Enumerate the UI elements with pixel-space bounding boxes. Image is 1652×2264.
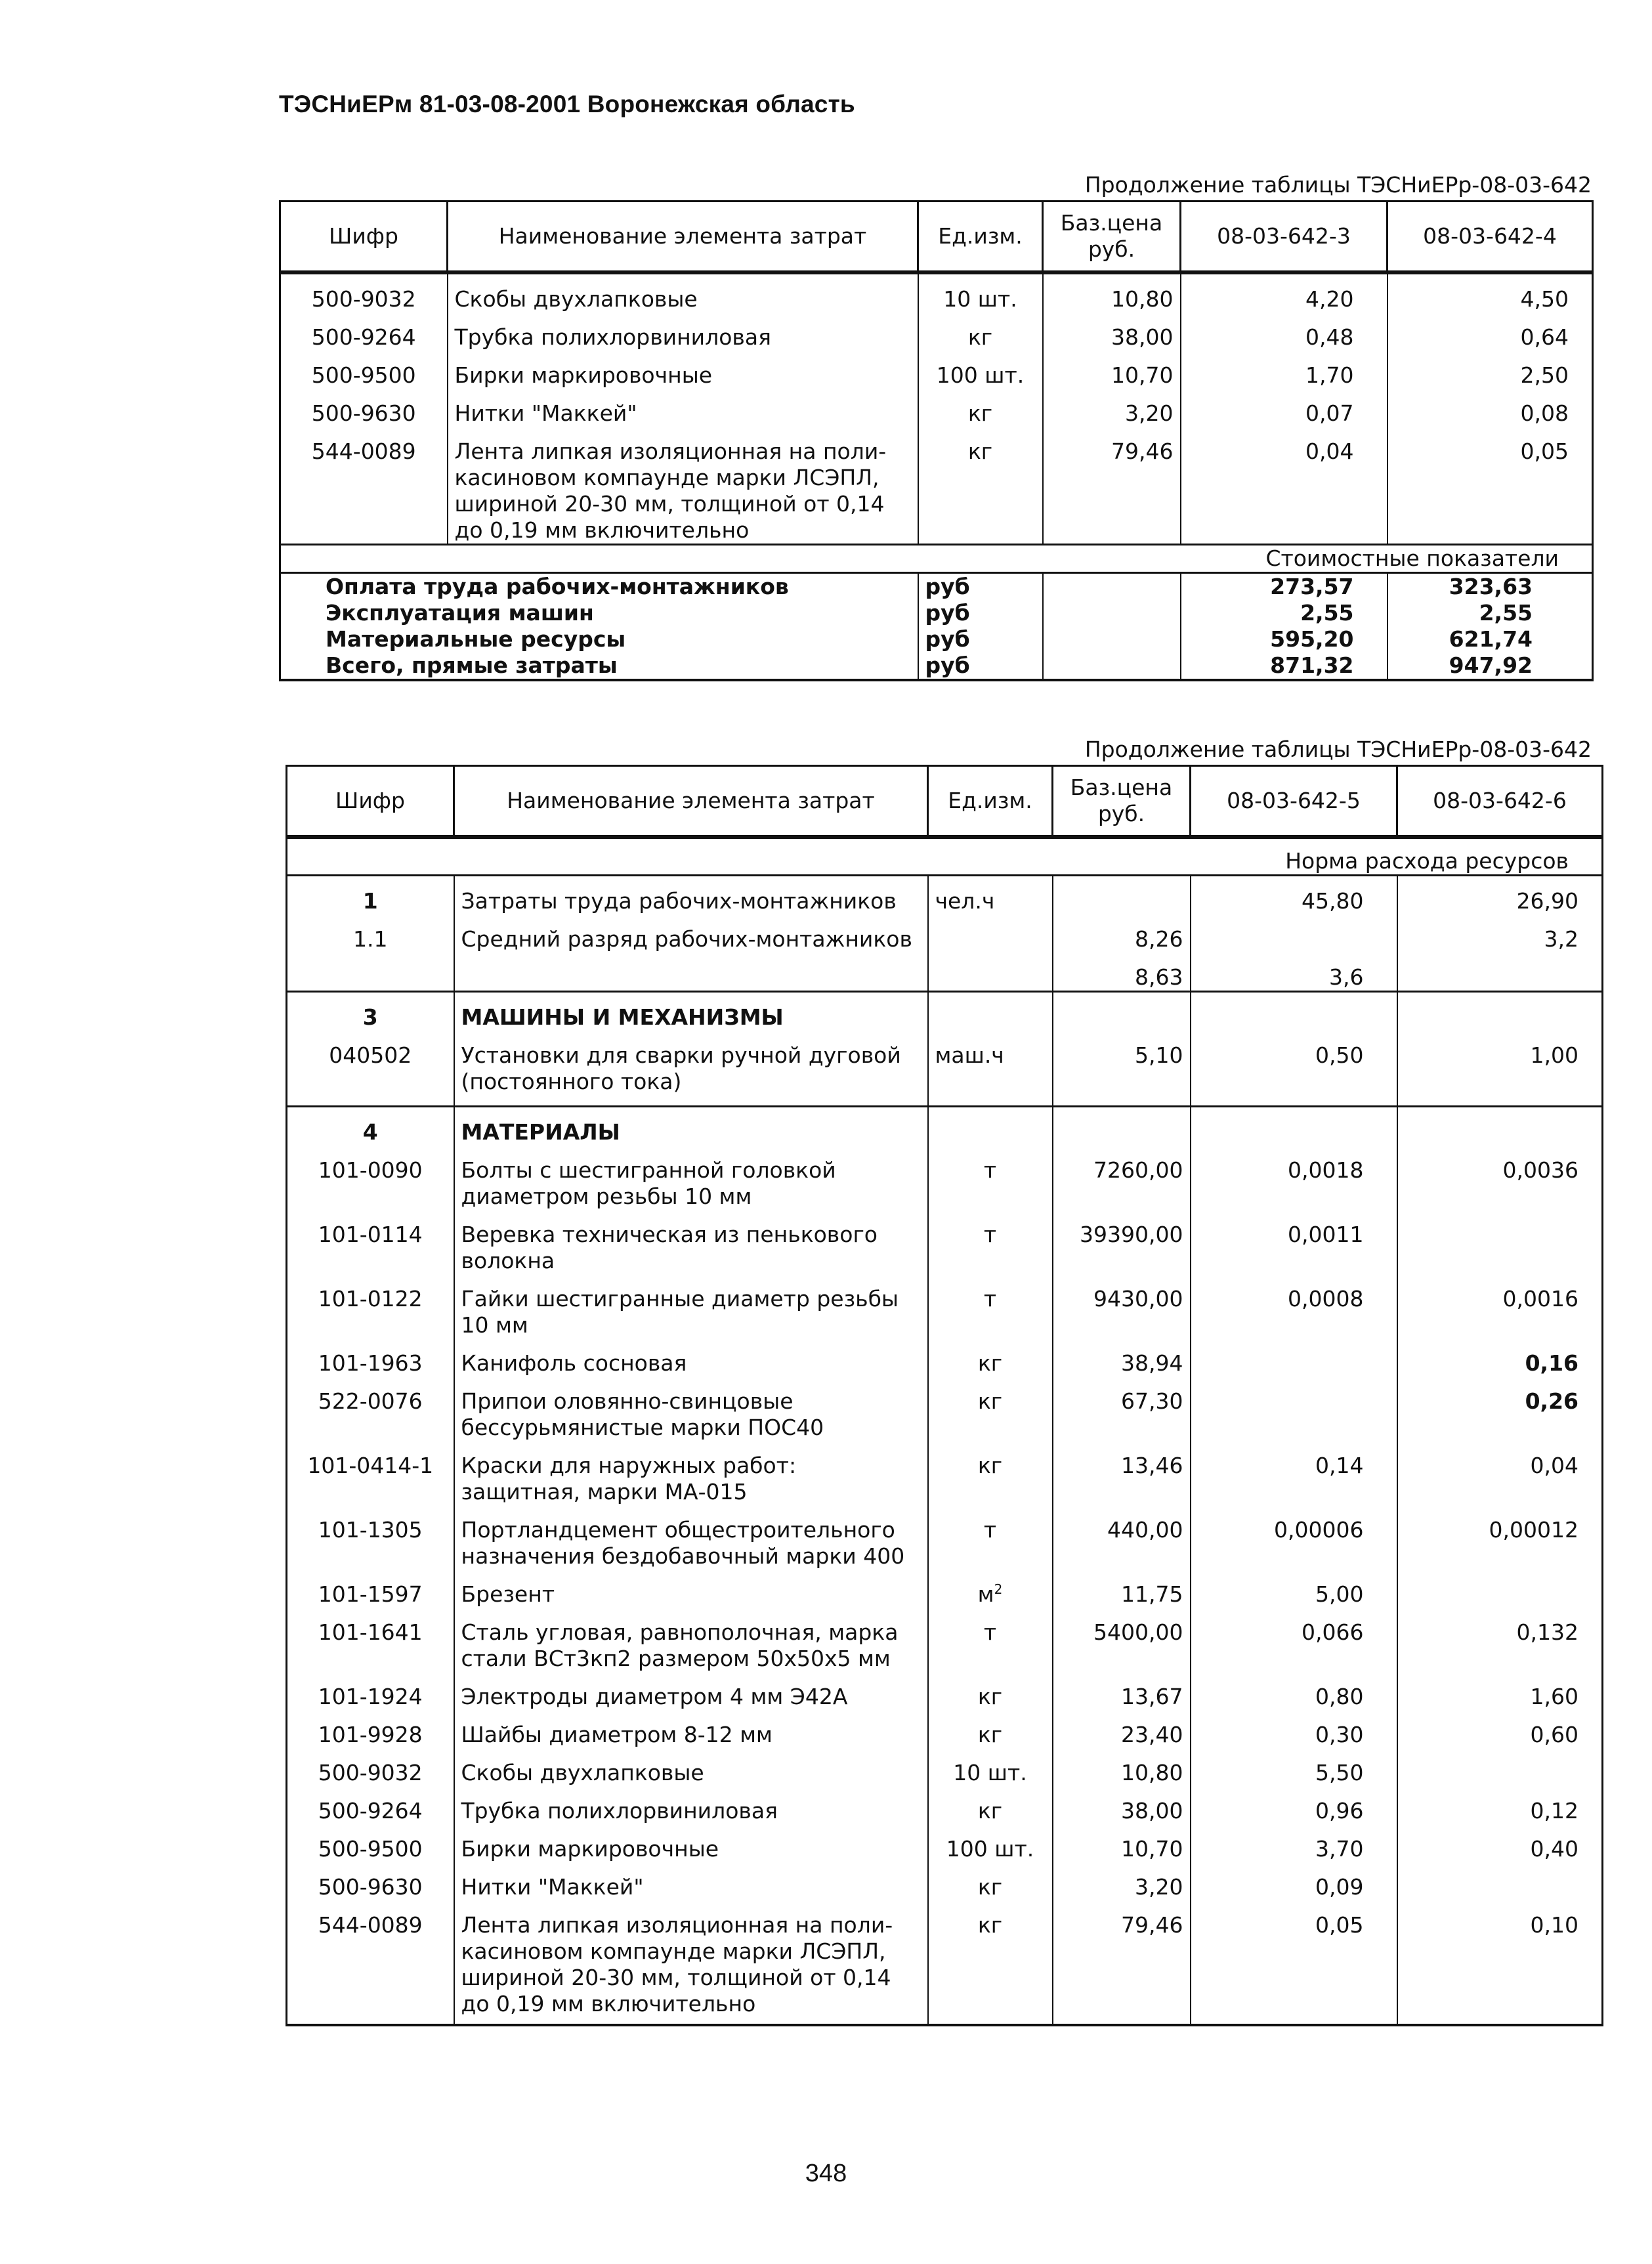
row-value-1: 4,20 xyxy=(1181,272,1387,312)
cost-row-value-2: 947,92 xyxy=(1387,652,1593,680)
row-price: 3,20 xyxy=(1053,1862,1191,1900)
column-header-price: Баз.цена руб. xyxy=(1053,766,1191,837)
row-value-2 xyxy=(1397,1570,1603,1608)
cost-row-name: Оплата труда рабочих-монтажников xyxy=(280,572,918,600)
table-row xyxy=(287,1824,1603,1862)
row-code: 500-9264 xyxy=(280,312,448,351)
row-name: Портландцемент общестроительного назначения бездобавочный марки 400 xyxy=(454,1505,928,1570)
column-header-name: Наименование элемента затрат xyxy=(454,766,928,837)
table-row xyxy=(287,1210,1603,1274)
row-value-1: 5,50 xyxy=(1191,1748,1397,1786)
row-value-1: 0,14 xyxy=(1191,1441,1397,1505)
table2-body xyxy=(287,837,1603,2025)
row-value-1: 0,07 xyxy=(1181,389,1387,427)
row-value-2: 0,26 xyxy=(1397,1377,1603,1441)
row-price: 7260,00 xyxy=(1053,1145,1191,1210)
column-header-642-4: 08-03-642-4 xyxy=(1387,202,1593,272)
cost-row-value-1: 273,57 xyxy=(1181,572,1387,600)
row-unit: 100 шт. xyxy=(928,1824,1053,1862)
row-name: Веревка техническая из пенькового волокна xyxy=(454,1210,928,1274)
section-code: 4 xyxy=(287,1106,454,1145)
row-name: Канифоль сосновая xyxy=(454,1338,928,1377)
row-value-1: 0,04 xyxy=(1181,427,1387,545)
section-title: МАТЕРИАЛЫ xyxy=(454,1106,928,1145)
row-value-1: 0,09 xyxy=(1191,1862,1397,1900)
table-row xyxy=(287,1672,1603,1710)
row-value-1: 0,48 xyxy=(1181,312,1387,351)
table2-header-row xyxy=(287,766,1603,837)
table-row xyxy=(280,312,1593,351)
table-row xyxy=(287,1786,1603,1824)
table-row xyxy=(287,1274,1603,1338)
row-value-1: 0,0008 xyxy=(1191,1274,1397,1338)
row-name: Краски для наружных работ: защитная, марки МА-015 xyxy=(454,1441,928,1505)
cost-row-unit: руб xyxy=(918,572,1043,600)
row-price: 79,46 xyxy=(1043,427,1181,545)
row-value-2: 0,64 xyxy=(1387,312,1593,351)
table-row xyxy=(287,1377,1603,1441)
row-value-2: 1,00 xyxy=(1397,1031,1603,1107)
row-unit: 100 шт. xyxy=(918,351,1043,389)
row-code: 040502 xyxy=(287,1031,454,1107)
table1 xyxy=(279,200,1594,681)
row-name: Установки для сварки ручной дуговой (постоянного тока) xyxy=(454,1031,928,1107)
row-unit xyxy=(928,914,1053,952)
cost-row-value-2: 2,55 xyxy=(1387,600,1593,626)
cost-row-value-1: 2,55 xyxy=(1181,600,1387,626)
row-price: 3,20 xyxy=(1043,389,1181,427)
row-name: Скобы двухлапковые xyxy=(454,1748,928,1786)
row-unit: т xyxy=(928,1608,1053,1672)
row-unit: т xyxy=(928,1145,1053,1210)
row-unit: 10 шт. xyxy=(918,272,1043,312)
column-header-code: Шифр xyxy=(280,202,448,272)
table-row xyxy=(280,389,1593,427)
cost-row-price xyxy=(1043,626,1181,652)
row-unit-superscript: 2 xyxy=(994,1581,1003,1597)
row-value-1: 45,80 xyxy=(1191,875,1397,914)
row-price: 5400,00 xyxy=(1053,1608,1191,1672)
row-name: Гайки шестигранные диаметр резьбы 10 мм xyxy=(454,1274,928,1338)
row-name: Брезент xyxy=(454,1570,928,1608)
cost-row xyxy=(280,626,1593,652)
row-value-1: 0,96 xyxy=(1191,1786,1397,1824)
row-value-2: 0,04 xyxy=(1397,1441,1603,1505)
row-code: 500-9264 xyxy=(287,1786,454,1824)
row-code: 101-0114 xyxy=(287,1210,454,1274)
cost-row-unit: руб xyxy=(918,652,1043,680)
document-header: ТЭСНиЕРм 81-03-08-2001 Воронежская область xyxy=(279,91,855,117)
row-code: 500-9630 xyxy=(287,1862,454,1900)
row-name: Лента липкая изоляционная на поли-касиновом компаунде марки ЛСЭПЛ, шириной 20-30 мм, толщиной от 0,14 до 0,19 мм включительно xyxy=(454,1900,928,2025)
cost-row-value-2: 323,63 xyxy=(1387,572,1593,600)
row-name: Шайбы диаметром 8-12 мм xyxy=(454,1710,928,1748)
cost-row-name: Всего, прямые затраты xyxy=(280,652,918,680)
cost-row-unit: руб xyxy=(918,626,1043,652)
norm-section-row xyxy=(287,837,1603,876)
table-row xyxy=(287,914,1603,952)
row-price: 23,40 xyxy=(1053,1710,1191,1748)
table-row xyxy=(287,1441,1603,1505)
row-code: 101-9928 xyxy=(287,1710,454,1748)
table-row xyxy=(287,1338,1603,1377)
row-unit: кг xyxy=(928,1862,1053,1900)
row-unit: кг xyxy=(928,1900,1053,2025)
table1-continuation-label: Продолжение таблицы ТЭСНиЕРр-08-03-642 xyxy=(1084,172,1592,198)
row-price: 67,30 xyxy=(1053,1377,1191,1441)
page-number: 348 xyxy=(805,2160,847,2187)
section-unit xyxy=(928,1106,1053,1145)
row-name: Нитки "Маккей" xyxy=(454,1862,928,1900)
row-value-2: 0,0036 xyxy=(1397,1145,1603,1210)
materials-section-row xyxy=(287,1106,1603,1145)
row-code: 544-0089 xyxy=(287,1900,454,2025)
row-value-2 xyxy=(1397,952,1603,992)
table1-body xyxy=(280,272,1593,680)
row-name: Бирки маркировочные xyxy=(454,1824,928,1862)
row-unit-text: м xyxy=(977,1581,994,1607)
column-header-name: Наименование элемента затрат xyxy=(448,202,918,272)
row-value-2: 0,0016 xyxy=(1397,1274,1603,1338)
row-unit: кг xyxy=(918,427,1043,545)
row-price: 10,80 xyxy=(1043,272,1181,312)
row-unit xyxy=(928,952,1053,992)
row-unit: т xyxy=(928,1505,1053,1570)
row-unit: кг xyxy=(918,312,1043,351)
row-price: 11,75 xyxy=(1053,1570,1191,1608)
row-unit: маш.ч xyxy=(928,1031,1053,1107)
row-code: 522-0076 xyxy=(287,1377,454,1441)
row-code: 1 xyxy=(287,875,454,914)
row-price: 79,46 xyxy=(1053,1900,1191,2025)
section-value-2 xyxy=(1397,991,1603,1031)
table-row xyxy=(287,1031,1603,1107)
section-unit xyxy=(928,991,1053,1031)
cost-row-name: Эксплуатация машин xyxy=(280,600,918,626)
row-code: 500-9032 xyxy=(280,272,448,312)
cost-section-title: Стоимостные показатели xyxy=(280,544,1593,572)
row-name: Средний разряд рабочих-монтажников xyxy=(454,914,928,952)
row-price: 38,00 xyxy=(1053,1786,1191,1824)
row-unit: чел.ч xyxy=(928,875,1053,914)
row-value-2 xyxy=(1397,1748,1603,1786)
column-header-642-5: 08-03-642-5 xyxy=(1191,766,1397,837)
row-value-2: 0,132 xyxy=(1397,1608,1603,1672)
row-unit: 10 шт. xyxy=(928,1748,1053,1786)
row-price: 10,70 xyxy=(1043,351,1181,389)
row-price: 10,80 xyxy=(1053,1748,1191,1786)
row-value-1: 5,00 xyxy=(1191,1570,1397,1608)
row-code: 500-9032 xyxy=(287,1748,454,1786)
table-row xyxy=(280,351,1593,389)
row-code: 500-9500 xyxy=(287,1824,454,1862)
column-header-unit: Ед.изм. xyxy=(918,202,1043,272)
row-unit: кг xyxy=(928,1377,1053,1441)
cost-row xyxy=(280,652,1593,680)
row-value-1 xyxy=(1191,914,1397,952)
row-price: 38,94 xyxy=(1053,1338,1191,1377)
column-header-642-3: 08-03-642-3 xyxy=(1181,202,1387,272)
row-name: Электроды диаметром 4 мм Э42А xyxy=(454,1672,928,1710)
table-row xyxy=(287,1505,1603,1570)
cost-row-value-2: 621,74 xyxy=(1387,626,1593,652)
table-row xyxy=(287,1900,1603,2025)
table-row xyxy=(287,1748,1603,1786)
row-value-1: 0,0011 xyxy=(1191,1210,1397,1274)
section-price xyxy=(1053,991,1191,1031)
section-value-1 xyxy=(1191,991,1397,1031)
row-value-1: 0,0018 xyxy=(1191,1145,1397,1210)
row-price xyxy=(1053,875,1191,914)
row-code: 544-0089 xyxy=(280,427,448,545)
row-unit: кг xyxy=(928,1441,1053,1505)
table-row xyxy=(287,1710,1603,1748)
row-value-1: 3,6 xyxy=(1191,952,1397,992)
row-value-1: 0,30 xyxy=(1191,1710,1397,1748)
row-price: 38,00 xyxy=(1043,312,1181,351)
section-code: 3 xyxy=(287,991,454,1031)
section-value-2 xyxy=(1397,1106,1603,1145)
cost-row-value-1: 871,32 xyxy=(1181,652,1387,680)
row-unit: т xyxy=(928,1274,1053,1338)
row-name: Сталь угловая, равнополочная, марка стали ВСт3кп2 размером 50x50x5 мм xyxy=(454,1608,928,1672)
row-unit: кг xyxy=(928,1786,1053,1824)
row-value-2 xyxy=(1397,1210,1603,1274)
row-value-2: 0,05 xyxy=(1387,427,1593,545)
row-value-2: 0,08 xyxy=(1387,389,1593,427)
row-value-2: 0,00012 xyxy=(1397,1505,1603,1570)
row-name xyxy=(454,952,928,992)
row-code: 101-1305 xyxy=(287,1505,454,1570)
machines-section-row xyxy=(287,991,1603,1031)
row-price: 440,00 xyxy=(1053,1505,1191,1570)
cost-row-price xyxy=(1043,652,1181,680)
row-price: 10,70 xyxy=(1053,1824,1191,1862)
section-price xyxy=(1053,1106,1191,1145)
row-price: 8,63 xyxy=(1053,952,1191,992)
table2 xyxy=(286,765,1603,2026)
table-row xyxy=(287,1608,1603,1672)
column-header-price: Баз.цена руб. xyxy=(1043,202,1181,272)
row-name: Затраты труда рабочих-монтажников xyxy=(454,875,928,914)
row-name: Нитки "Маккей" xyxy=(448,389,918,427)
row-value-2: 0,10 xyxy=(1397,1900,1603,2025)
row-price: 5,10 xyxy=(1053,1031,1191,1107)
row-value-2: 3,2 xyxy=(1397,914,1603,952)
cost-row-name: Материальные ресурсы xyxy=(280,626,918,652)
column-header-642-6: 08-03-642-6 xyxy=(1397,766,1603,837)
row-unit: кг xyxy=(928,1672,1053,1710)
row-price: 13,67 xyxy=(1053,1672,1191,1710)
cost-row xyxy=(280,600,1593,626)
section-title: МАШИНЫ И МЕХАНИЗМЫ xyxy=(454,991,928,1031)
row-code: 500-9630 xyxy=(280,389,448,427)
row-code: 101-1963 xyxy=(287,1338,454,1377)
row-value-1: 0,066 xyxy=(1191,1608,1397,1672)
row-value-2: 0,16 xyxy=(1397,1338,1603,1377)
row-name: Трубка полихлорвиниловая xyxy=(454,1786,928,1824)
table-row xyxy=(287,875,1603,914)
row-name: Лента липкая изоляционная на поли-касиновом компаунде марки ЛСЭПЛ, шириной 20-30 мм, толщиной от 0,14 до 0,19 мм включительно xyxy=(448,427,918,545)
row-code: 101-1641 xyxy=(287,1608,454,1672)
row-value-2: 0,40 xyxy=(1397,1824,1603,1862)
row-value-2: 4,50 xyxy=(1387,272,1593,312)
row-price: 9430,00 xyxy=(1053,1274,1191,1338)
row-value-2: 0,60 xyxy=(1397,1710,1603,1748)
row-price: 8,26 xyxy=(1053,914,1191,952)
row-unit: кг xyxy=(928,1710,1053,1748)
row-value-2 xyxy=(1397,1862,1603,1900)
row-name: Скобы двухлапковые xyxy=(448,272,918,312)
row-code: 101-1597 xyxy=(287,1570,454,1608)
row-value-1: 0,05 xyxy=(1191,1900,1397,2025)
row-code: 500-9500 xyxy=(280,351,448,389)
column-header-unit: Ед.изм. xyxy=(928,766,1053,837)
row-name: Болты с шестигранной головкой диаметром резьбы 10 мм xyxy=(454,1145,928,1210)
row-code: 101-1924 xyxy=(287,1672,454,1710)
cost-row-unit: руб xyxy=(918,600,1043,626)
row-unit: т xyxy=(928,1210,1053,1274)
row-price: 13,46 xyxy=(1053,1441,1191,1505)
row-value-2: 2,50 xyxy=(1387,351,1593,389)
cost-row-value-1: 595,20 xyxy=(1181,626,1387,652)
row-value-1: 0,00006 xyxy=(1191,1505,1397,1570)
table-row xyxy=(280,272,1593,312)
row-value-2: 1,60 xyxy=(1397,1672,1603,1710)
row-value-1 xyxy=(1191,1338,1397,1377)
row-name: Бирки маркировочные xyxy=(448,351,918,389)
table-row xyxy=(287,1145,1603,1210)
row-unit xyxy=(928,1570,1053,1608)
table-row xyxy=(287,1862,1603,1900)
row-name: Припои оловянно-свинцовые бессурьмянистые марки ПОС40 xyxy=(454,1377,928,1441)
cost-row xyxy=(280,572,1593,600)
table1-header-row xyxy=(280,202,1593,272)
cost-section-row xyxy=(280,544,1593,572)
cost-row-price xyxy=(1043,600,1181,626)
row-value-1: 3,70 xyxy=(1191,1824,1397,1862)
row-value-1: 1,70 xyxy=(1181,351,1387,389)
row-value-1: 0,50 xyxy=(1191,1031,1397,1107)
norm-section-title: Норма расхода ресурсов xyxy=(287,837,1603,876)
row-code: 101-0414-1 xyxy=(287,1441,454,1505)
row-name: Трубка полихлорвиниловая xyxy=(448,312,918,351)
row-code xyxy=(287,952,454,992)
cost-row-price xyxy=(1043,572,1181,600)
row-value-1 xyxy=(1191,1377,1397,1441)
row-code: 1.1 xyxy=(287,914,454,952)
table-row xyxy=(287,1570,1603,1608)
column-header-code: Шифр xyxy=(287,766,454,837)
row-value-2: 26,90 xyxy=(1397,875,1603,914)
row-value-1: 0,80 xyxy=(1191,1672,1397,1710)
row-code: 101-0122 xyxy=(287,1274,454,1338)
table-row xyxy=(287,952,1603,992)
row-price: 39390,00 xyxy=(1053,1210,1191,1274)
row-unit: кг xyxy=(918,389,1043,427)
section-value-1 xyxy=(1191,1106,1397,1145)
row-value-2: 0,12 xyxy=(1397,1786,1603,1824)
row-unit: кг xyxy=(928,1338,1053,1377)
table-row xyxy=(280,427,1593,545)
table2-continuation-label: Продолжение таблицы ТЭСНиЕРр-08-03-642 xyxy=(1084,737,1592,762)
row-code: 101-0090 xyxy=(287,1145,454,1210)
